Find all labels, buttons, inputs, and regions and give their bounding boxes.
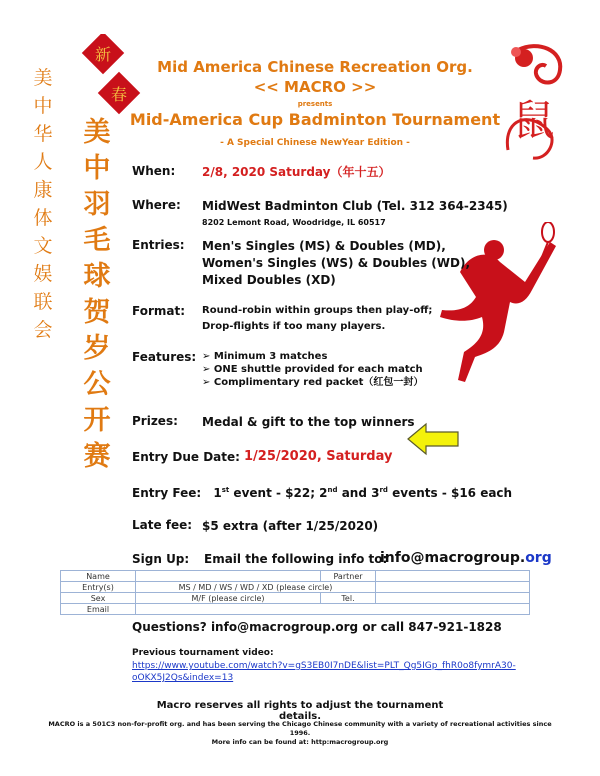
svg-text:新: 新: [94, 45, 112, 64]
edition-subtitle: - A Special Chinese NewYear Edition -: [220, 138, 410, 148]
name-cell-label: Name: [61, 571, 136, 582]
entries-item: Mixed Doubles (XD): [202, 273, 336, 287]
entries-item: Men's Singles (MS) & Doubles (MD),: [202, 239, 446, 253]
rights-notice: Macro reserves all rights to adjust the tournament details.: [156, 700, 444, 722]
svg-text:鼠: 鼠: [512, 96, 556, 145]
prizes-value: Medal & gift to the top winners: [202, 415, 415, 429]
video-link-line[interactable]: oOKX5J2Qs&index=13: [132, 673, 234, 683]
late-label: Late fee:: [132, 518, 193, 532]
vertical-org-name: 美中华人康体文娱联会: [33, 67, 53, 341]
entry-cell-options[interactable]: MS / MD / WS / WD / XD (please circle): [136, 582, 376, 593]
where-label: Where:: [132, 198, 181, 212]
video-label: Previous tournament video:: [132, 648, 274, 658]
svg-text:春: 春: [110, 85, 128, 104]
fee-first: 1: [213, 486, 222, 500]
email-cell-input[interactable]: [136, 604, 530, 615]
video-link[interactable]: [132, 660, 516, 684]
feature-text: Complimentary red packet（红包一封）: [213, 377, 424, 388]
feature-item: [202, 350, 423, 363]
table-row: [61, 604, 530, 615]
feature-item: [202, 363, 423, 376]
arrow-bullet-icon: ➢: [202, 377, 214, 388]
footer: [40, 720, 560, 747]
signup-form-table: [60, 570, 530, 615]
entry-fee-row: [132, 486, 512, 500]
entries-list: [202, 238, 470, 289]
feature-item: [202, 376, 423, 389]
when-label: When:: [132, 164, 176, 178]
pointer-arrow-icon: [406, 422, 460, 456]
entry-cell-extra[interactable]: [376, 582, 530, 593]
table-row: [61, 571, 530, 582]
table-row: [61, 593, 530, 604]
fee-and: and 3: [337, 486, 380, 500]
presents-text: presents: [297, 100, 333, 108]
questions-line: Questions? info@macrogroup.org or call 847-921-1828: [132, 620, 502, 634]
email-cell-label: Email: [61, 604, 136, 615]
format-item: Drop-flights if too many players.: [202, 321, 386, 332]
tel-cell-input[interactable]: [376, 593, 530, 604]
footer-line: MACRO is a 501C3 non-for-profit org. and has been serving the Chicago Chinese community with a variety of recreational activities since 1996.: [48, 720, 552, 737]
arrow-bullet-icon: ➢: [202, 351, 214, 362]
video-link-line[interactable]: https://www.youtube.com/watch?v=gS3EB0I7nDE&list=PLT_Qg5IGp_fhR0o8fymrA30-: [132, 661, 516, 671]
feature-text: ONE shuttle provided for each match: [213, 364, 423, 375]
where-address: 8202 Lemont Road, Woodridge, IL 60517: [202, 218, 386, 227]
due-value: 1/25/2020, Saturday: [244, 449, 393, 464]
table-row: [61, 582, 530, 593]
fee-label: Entry Fee:: [132, 486, 202, 500]
arrow-bullet-icon: ➢: [202, 364, 214, 375]
sex-cell-label: Sex: [61, 593, 136, 604]
prizes-label: Prizes:: [132, 414, 178, 428]
fee-nd: nd: [327, 486, 338, 494]
fee-end: events - $16 each: [387, 486, 513, 500]
entries-item: Women's Singles (WS) & Doubles (WD),: [202, 256, 470, 270]
format-label: Format:: [132, 304, 186, 318]
fee-st: st: [221, 486, 230, 494]
signup-email-main[interactable]: info@macrogroup.: [380, 550, 526, 566]
late-value: $5 extra (after 1/25/2020): [202, 519, 379, 533]
sex-cell-options[interactable]: M/F (please circle): [136, 593, 321, 604]
features-list: [202, 350, 423, 389]
org-name: Mid America Chinese Recreation Org.: [157, 58, 473, 76]
feature-text: Minimum 3 matches: [213, 351, 328, 362]
signup-label: Sign Up:: [132, 552, 190, 566]
signup-text: Email the following info to:: [204, 552, 388, 566]
signup-email[interactable]: [380, 550, 552, 566]
vertical-tournament-name: 美中羽毛球贺岁公开赛: [83, 117, 111, 472]
footer-line: More info can be found at: http:macrogroup.org: [211, 738, 389, 746]
tel-cell-label: Tel.: [321, 593, 376, 604]
entry-cell-label: Entry(s): [61, 582, 136, 593]
due-label: Entry Due Date:: [132, 450, 240, 464]
macro-title: << MACRO >>: [253, 78, 377, 96]
name-cell-input[interactable]: [136, 571, 321, 582]
fee-rd: rd: [379, 486, 388, 494]
partner-cell-label: Partner: [321, 571, 376, 582]
format-item: Round-robin within groups then play-off;: [202, 305, 433, 316]
entries-label: Entries:: [132, 238, 185, 252]
rat-icon: [488, 40, 578, 170]
where-value: MidWest Badminton Club (Tel. 312 364-2345): [202, 199, 508, 213]
partner-cell-input[interactable]: [376, 571, 530, 582]
when-value: 2/8, 2020 Saturday（年十五）: [202, 165, 391, 179]
signup-email-org[interactable]: org: [525, 550, 552, 566]
format-list: [202, 303, 432, 335]
fee-mid: event - $22; 2: [229, 486, 328, 500]
tournament-title: Mid-America Cup Badminton Tournament: [129, 110, 501, 129]
features-label: Features:: [132, 350, 197, 364]
